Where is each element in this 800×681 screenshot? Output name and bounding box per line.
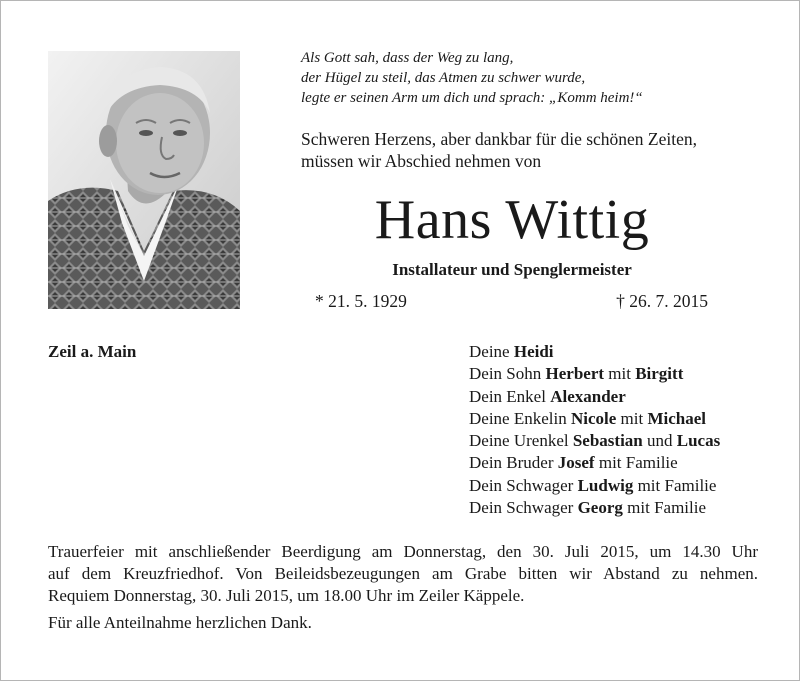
list-item: Dein Schwager Ludwig mit Familie [469,475,717,495]
thanks-note: Für alle Anteilnahme herzlichen Dank. [48,613,312,632]
list-item: Dein Bruder Josef mit Familie [469,453,678,473]
list-item: Dein Sohn Herbert mit Birgitt [469,364,684,384]
list-item: Dein Schwager Georg mit Familie [469,498,707,518]
deceased-profession: Installateur und Spenglermeister [392,260,632,279]
death-date: † 26. 7. 2015 [616,291,708,311]
poem-line: Als Gott sah, dass der Weg zu lang, [301,50,514,66]
ceremony-line: auf dem Kreuzfriedhof. Von Beileidsbezeugungen am Grabe bitten wir Abstand zu nehmen. [48,564,758,583]
portrait-photo [48,51,240,309]
ceremony-line: Trauerfeier mit anschließender Beerdigung am Donnerstag, den 30. Juli 2015, um 14.30 Uhr [48,542,758,561]
ceremony-line: Requiem Donnerstag, 30. Juli 2015, um 18.00 Uhr im Zeiler Käppele. [48,586,525,605]
intro-text [301,128,771,172]
ceremony-info [48,541,758,607]
portrait-icon [48,51,240,309]
intro-line: Schweren Herzens, aber dankbar für die schönen Zeiten, [301,129,698,149]
intro-line: müssen wir Abschied nehmen von [301,151,542,171]
list-item: Deine Urenkel Sebastian und Lucas [469,431,721,451]
list-item: Deine Heidi [469,342,554,361]
birth-date: * 21. 5. 1929 [315,291,407,311]
list-item: Dein Enkel Alexander [469,386,626,406]
poem-line: der Hügel zu steil, das Atmen zu schwer wurde, [301,70,586,86]
place-of-residence: Zeil a. Main [48,342,137,361]
poem-line: legte er seinen Arm um dich und sprach: „Komm heim!“ [301,90,643,106]
poem [301,48,771,108]
deceased-name: Hans Wittig [374,189,650,251]
list-item: Deine Enkelin Nicole mit Michael [469,408,707,428]
mourners-list [469,341,789,519]
